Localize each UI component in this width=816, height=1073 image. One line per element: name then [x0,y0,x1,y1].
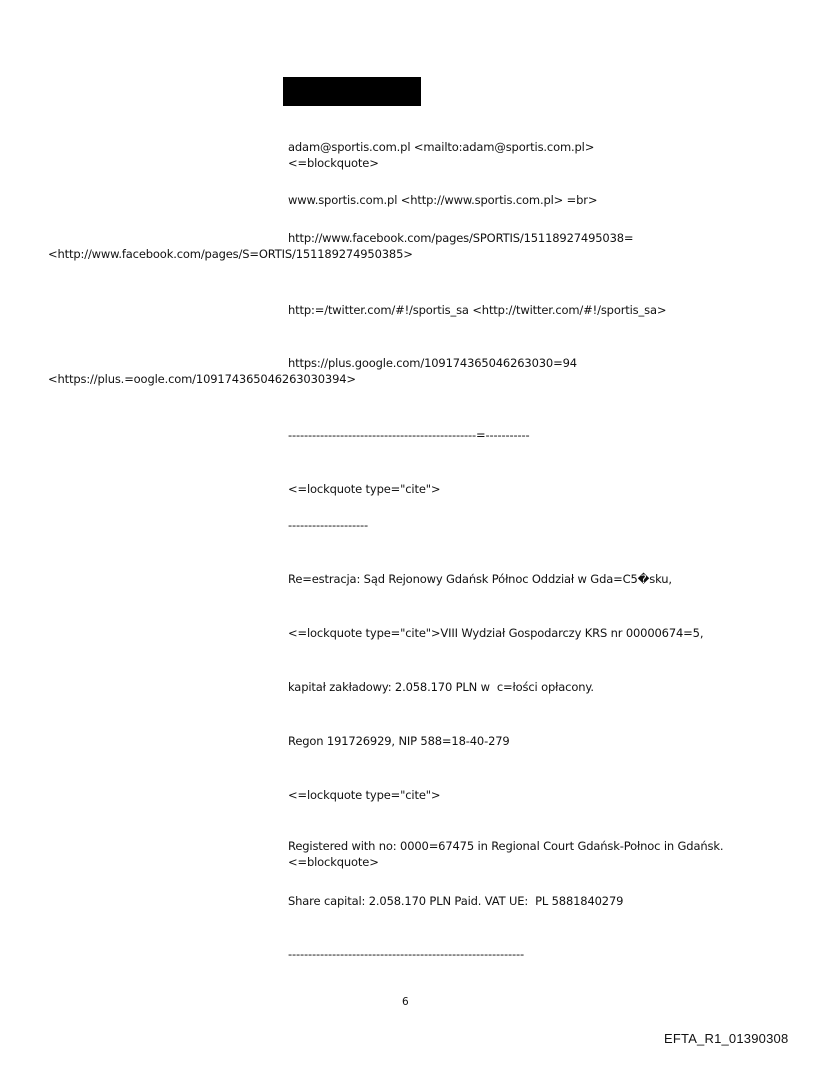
page-number: 6 [402,996,409,1008]
blockquote-tag-line: <=blockquote> [288,855,379,869]
twitter-line: http:=/twitter.com/#!/sportis_sa <http://twitter.com/#!/sportis_sa> [288,303,667,317]
google-plus-link-line: <https://plus.=oogle.com/109174365046263030394> [48,372,356,386]
capital-line: kapitał zakładowy: 2.058.170 PLN w c=łości opłacony. [288,680,594,694]
short-separator-line: -------------------- [288,518,368,532]
krs-line: <=lockquote type="cite">VIII Wydział Gospodarczy KRS nr 00000674=5, [288,626,704,640]
blockquote-cite-line: <=lockquote type="cite"> [288,788,441,802]
website-line: www.sportis.com.pl <http://www.sportis.com.pl> =br> [288,193,598,207]
blockquote-cite-line: <=lockquote type="cite"> [288,482,441,496]
registered-english-line: Registered with no: 0000=67475 in Regional Court Gdańsk-Połnoc in Gdańsk. [288,839,724,853]
registration-line: Re=estracja: Sąd Rejonowy Gdańsk Północ Oddział w Gda=C5�sku, [288,572,672,586]
separator-line: -----------------------------------------------=----------- [288,428,530,442]
email-line: adam@sportis.com.pl <mailto:adam@sportis.com.pl> [288,140,595,154]
regon-nip-line: Regon 191726929, NIP 588=18-40-279 [288,734,510,748]
bates-number: EFTA_R1_01390308 [664,1031,789,1046]
blockquote-tag-line: <=blockquote> [288,156,379,170]
google-plus-line: https://plus.google.com/109174365046263030=94 [288,356,577,370]
share-capital-line: Share capital: 2.058.170 PLN Paid. VAT UE: PL 5881840279 [288,894,624,908]
redaction-block [283,77,421,106]
facebook-link-line: <http://www.facebook.com/pages/S=ORTIS/151189274950385> [48,247,413,261]
end-separator-line: ----------------------------------------------------------- [288,947,524,961]
facebook-line: http://www.facebook.com/pages/SPORTIS/15118927495038= [288,231,634,245]
